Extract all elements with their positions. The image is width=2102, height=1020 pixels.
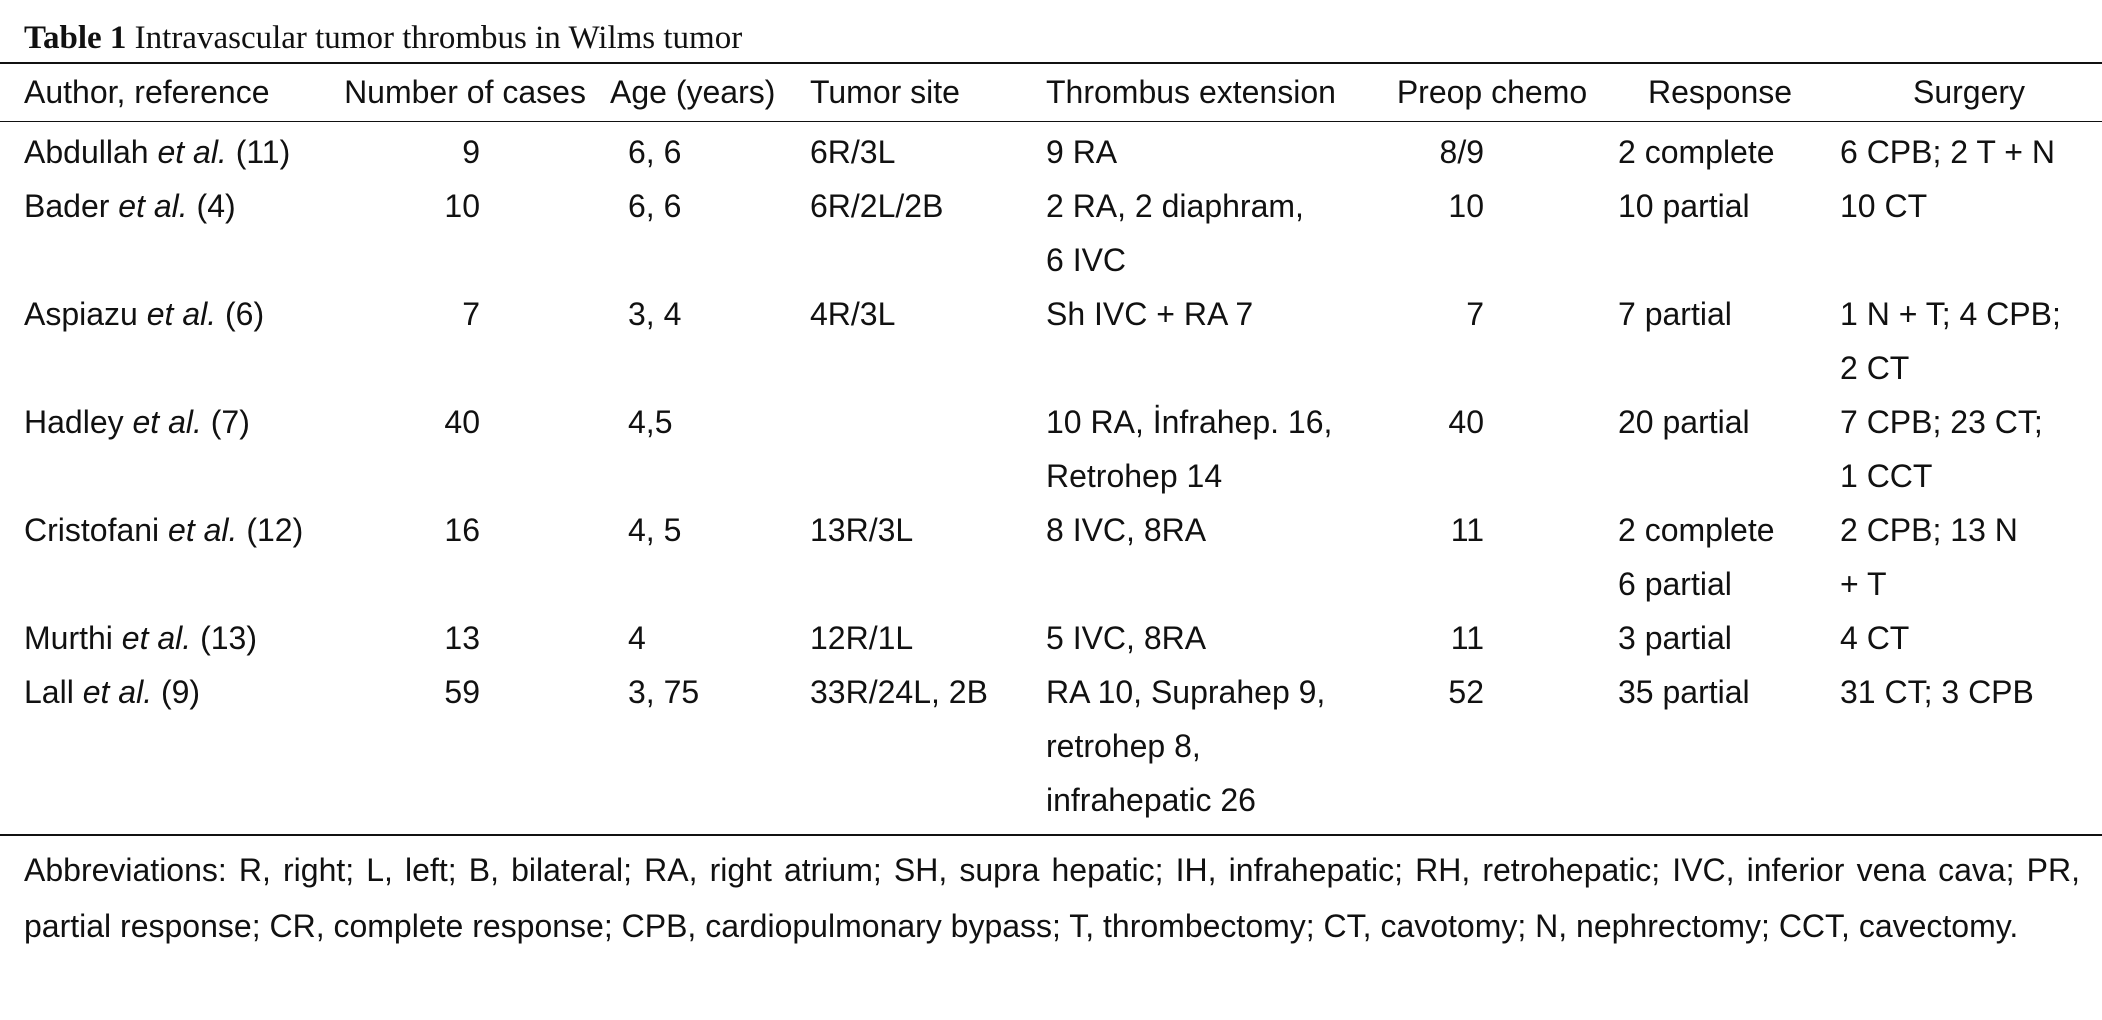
surgery-line: 1 N + T; 4 CPB;: [1840, 296, 2061, 332]
cell-surgery: [1836, 395, 2102, 503]
cell-thrombus: [1046, 121, 1380, 179]
response-line: 20 partial: [1618, 404, 1750, 440]
preop-value: 40: [1448, 404, 1484, 440]
cell-site: [810, 121, 1046, 179]
preop-value: 11: [1450, 620, 1484, 656]
surgery-line: 6 CPB; 2 T + N: [1840, 134, 2055, 170]
table-row: [0, 179, 2102, 287]
surgery-line: 1 CCT: [1840, 458, 1933, 494]
surgery-line: 31 CT; 3 CPB: [1840, 674, 2034, 710]
cell-cases: [320, 179, 610, 287]
cell-surgery: [1836, 611, 2102, 665]
header-age: Age (years): [610, 74, 776, 110]
cell-author: [0, 179, 320, 287]
cases-value: 10: [444, 188, 480, 224]
cell-preop: [1380, 121, 1604, 179]
cell-author: [0, 503, 320, 611]
author-reference: (12): [246, 512, 304, 548]
cell-age: [610, 121, 810, 179]
header-thrombus: Thrombus extension: [1046, 74, 1336, 110]
header-preop: Preop chemo: [1396, 74, 1588, 110]
author-reference: (4): [196, 188, 236, 224]
preop-value: 7: [1466, 296, 1484, 332]
author-etal: et al.: [121, 620, 192, 656]
surgery-line: 4 CT: [1840, 620, 1910, 656]
cell-thrombus: [1046, 503, 1380, 611]
preop-value: 52: [1448, 674, 1484, 710]
thrombus-line: 10 RA, İnfrahep. 16,: [1046, 404, 1333, 440]
cell-surgery: [1836, 287, 2102, 395]
table-row: [0, 121, 2102, 179]
author-etal: et al.: [168, 512, 238, 548]
cell-age: [610, 179, 810, 287]
cell-cases: [320, 121, 610, 179]
response-line: 35 partial: [1618, 674, 1750, 710]
author-reference: (11): [235, 134, 291, 170]
author-etal: et al.: [82, 674, 153, 710]
cell-response: [1604, 121, 1836, 179]
cell-cases: [320, 503, 610, 611]
cell-age: [610, 503, 810, 611]
table-row: [0, 287, 2102, 395]
thrombus-line: RA 10, Suprahep 9,: [1046, 674, 1326, 710]
response-line: 2 complete: [1618, 512, 1775, 548]
header-row: [0, 63, 2102, 121]
thrombus-line: infrahepatic 26: [1046, 782, 1256, 818]
cell-cases: [320, 665, 610, 827]
cell-response: [1604, 503, 1836, 611]
thrombus-line: 2 RA, 2 diaphram,: [1046, 188, 1304, 224]
thrombus-line: 9 RA: [1046, 134, 1118, 170]
author-reference: (6): [225, 296, 265, 332]
author-name: Abdullah: [24, 134, 149, 170]
surgery-line: 10 CT: [1840, 188, 1928, 224]
site-value: 6R/2L/2B: [810, 188, 944, 224]
thrombus-line: 5 IVC, 8RA: [1046, 620, 1207, 656]
thrombus-line: 6 IVC: [1046, 242, 1127, 278]
thrombus-line: Sh IVC + RA 7: [1046, 296, 1254, 332]
cases-value: 9: [462, 134, 480, 170]
author-name: Aspiazu: [24, 296, 138, 332]
cases-value: 59: [444, 674, 480, 710]
cell-site: [810, 395, 1046, 503]
cell-cases: [320, 395, 610, 503]
surgery-line: 2 CT: [1840, 350, 1910, 386]
cell-preop: [1380, 611, 1604, 665]
cell-response: [1604, 611, 1836, 665]
table-row: [0, 395, 2102, 503]
cell-author: [0, 665, 320, 827]
site-value: 4R/3L: [810, 296, 896, 332]
thrombus-line: 8 IVC, 8RA: [1046, 512, 1207, 548]
table-row: [0, 503, 2102, 611]
cell-surgery: [1836, 121, 2102, 179]
preop-value: 8/9: [1439, 134, 1484, 170]
cell-response: [1604, 395, 1836, 503]
abbreviations-footnote: Abbreviations: R, right; L, left; B, bilateral; RA, right atrium; SH, supra hepatic; IH, infrahepatic; RH, retrohepatic; IVC, inferior vena cava; PR, partial response; CR, complete response; CPB, cardiopulmonary bypass; T, thrombectomy; CT, cavotomy; N, nephrectomy; CCT, cavectomy.: [24, 852, 2080, 944]
author-name: Cristofani: [24, 512, 160, 548]
thrombus-line: Retrohep 14: [1046, 458, 1223, 494]
cell-site: [810, 503, 1046, 611]
cases-value: 16: [444, 512, 480, 548]
cell-preop: [1380, 665, 1604, 827]
author-reference: (7): [210, 404, 250, 440]
cell-thrombus: [1046, 287, 1380, 395]
site-value: 6R/3L: [810, 134, 896, 170]
cell-surgery: [1836, 179, 2102, 287]
table-caption: [24, 18, 742, 58]
cell-surgery: [1836, 665, 2102, 827]
response-line: 3 partial: [1618, 620, 1732, 656]
cell-preop: [1380, 503, 1604, 611]
author-etal: et al.: [118, 188, 188, 224]
cell-response: [1604, 179, 1836, 287]
cell-response: [1604, 665, 1836, 827]
cell-site: [810, 287, 1046, 395]
author-etal: et al.: [157, 134, 227, 170]
bottom-rule: [0, 834, 2102, 836]
age-value: 6, 6: [628, 188, 682, 224]
author-etal: et al.: [146, 296, 217, 332]
author-name: Lall: [24, 674, 74, 710]
age-value: 4,5: [628, 404, 673, 440]
age-value: 6, 6: [628, 134, 682, 170]
table-row: [0, 611, 2102, 665]
response-line: 6 partial: [1618, 566, 1732, 602]
cell-response: [1604, 287, 1836, 395]
cell-site: [810, 179, 1046, 287]
preop-value: 11: [1450, 512, 1484, 548]
age-value: 4, 5: [628, 512, 682, 548]
cell-cases: [320, 611, 610, 665]
table-title: Intravascular tumor thrombus in Wilms tumor: [134, 20, 743, 56]
site-value: 12R/1L: [810, 620, 914, 656]
header-cases: Number of cases: [344, 74, 586, 110]
data-table: [0, 63, 2102, 827]
cell-author: [0, 395, 320, 503]
site-value: 33R/24L, 2B: [810, 674, 988, 710]
surgery-line: + T: [1840, 566, 1887, 602]
response-line: 2 complete: [1618, 134, 1775, 170]
cell-age: [610, 395, 810, 503]
table-number: Table 1: [24, 20, 127, 56]
author-reference: (9): [160, 674, 201, 710]
cell-surgery: [1836, 503, 2102, 611]
header-surgery: Surgery: [1912, 74, 2026, 110]
cell-preop: [1380, 287, 1604, 395]
response-line: 7 partial: [1618, 296, 1732, 332]
cell-site: [810, 665, 1046, 827]
cell-site: [810, 611, 1046, 665]
cases-value: 13: [444, 620, 480, 656]
author-name: Hadley: [24, 404, 124, 440]
age-value: 3, 75: [628, 674, 700, 710]
author-etal: et al.: [132, 404, 202, 440]
cell-thrombus: [1046, 179, 1380, 287]
site-value: 13R/3L: [810, 512, 914, 548]
surgery-line: 2 CPB; 13 N: [1840, 512, 2018, 548]
cell-age: [610, 611, 810, 665]
age-value: 3, 4: [628, 296, 682, 332]
age-value: 4: [628, 620, 646, 656]
preop-value: 10: [1448, 188, 1484, 224]
cases-value: 40: [444, 404, 480, 440]
author-name: Murthi: [24, 620, 113, 656]
cell-thrombus: [1046, 395, 1380, 503]
cell-author: [0, 611, 320, 665]
table-body: [0, 121, 2102, 827]
header-response: Response: [1647, 74, 1793, 110]
cell-preop: [1380, 395, 1604, 503]
cell-preop: [1380, 179, 1604, 287]
surgery-line: 7 CPB; 23 CT;: [1840, 404, 2043, 440]
cell-age: [610, 287, 810, 395]
cell-cases: [320, 287, 610, 395]
cases-value: 7: [462, 296, 480, 332]
author-reference: (13): [200, 620, 257, 656]
cell-age: [610, 665, 810, 827]
table-row: [0, 665, 2102, 827]
cell-thrombus: [1046, 665, 1380, 827]
thrombus-line: retrohep 8,: [1046, 728, 1201, 764]
author-name: Bader: [24, 188, 110, 224]
header-site: Tumor site: [810, 74, 960, 110]
cell-author: [0, 121, 320, 179]
header-author: Author, reference: [24, 74, 270, 110]
cell-thrombus: [1046, 611, 1380, 665]
response-line: 10 partial: [1618, 188, 1750, 224]
cell-author: [0, 287, 320, 395]
